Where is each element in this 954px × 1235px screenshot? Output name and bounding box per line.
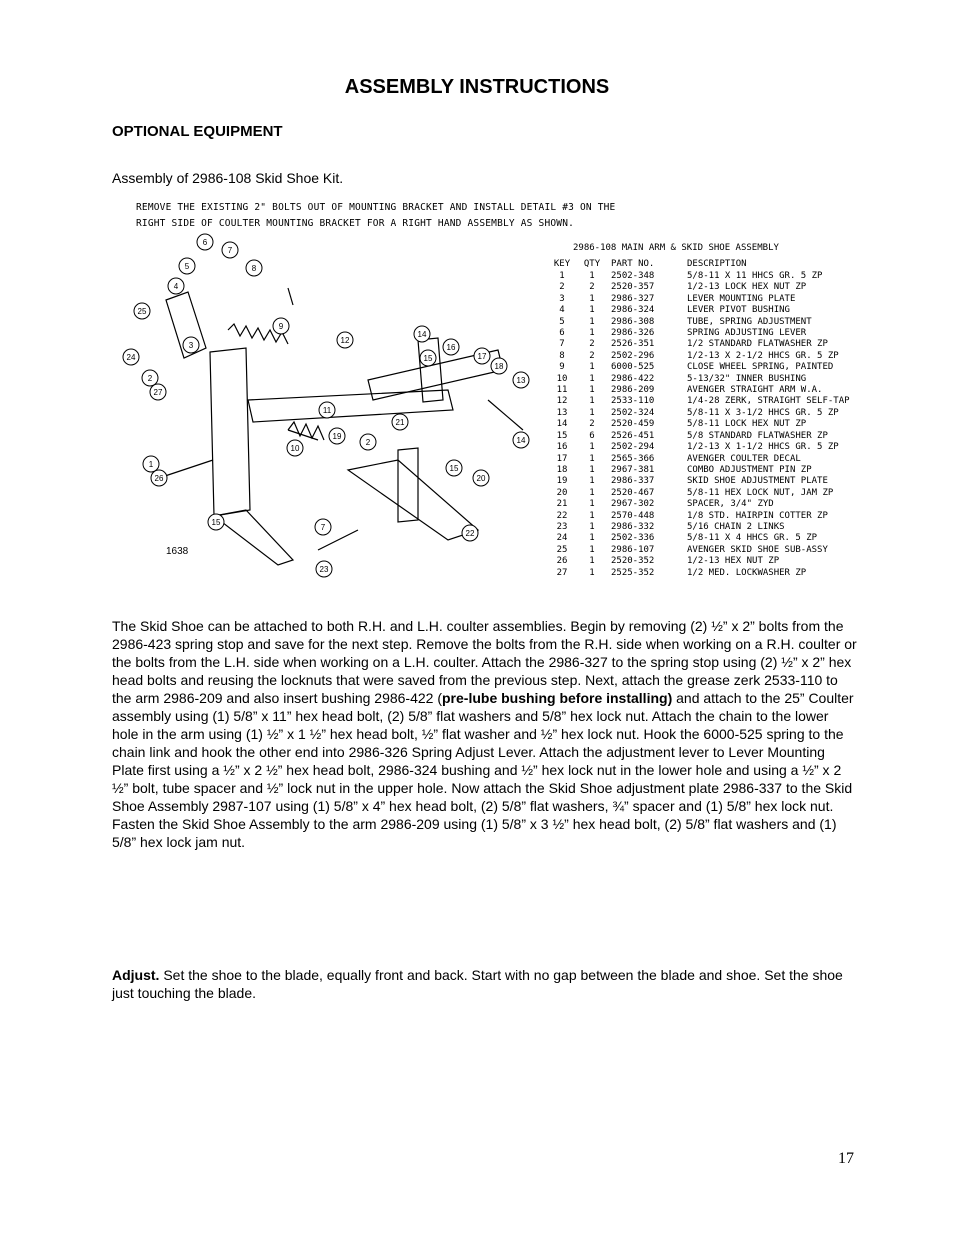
adjust-paragraph	[112, 966, 857, 1002]
part-qty: 1	[589, 487, 595, 498]
callout-label: 21	[395, 418, 405, 427]
callout-label: 27	[153, 388, 163, 397]
parts-table-row	[545, 454, 850, 465]
part-number: 2526-351	[611, 339, 655, 350]
parts-list	[545, 243, 850, 579]
body-text-part: The Skid Shoe can be attached to both R.H. and L.H. coulter assemblies. Begin by removing (2) ½” x 2” bolts from the 2986-423 spring stop and save for the next step. Remove the bolts from the R.H. side when working on a R.H. coulter or the bolts from the L.H. side when working on a L.H. coulter. Attach the 2986-327 to the spring stop using (2) ½” x 2” hex head bolts and reusing the locknuts that were saved from the previous step. Next, attach the grease zerk 2533-110 to the arm 2986-209 and also insert bushing 2986-422 (	[112, 618, 857, 706]
part-qty: 1	[589, 407, 595, 418]
part-description: LEVER MOUNTING PLATE	[687, 293, 796, 304]
parts-table-row	[545, 271, 850, 282]
callout-label: 11	[322, 406, 332, 415]
part-description: AVENGER COULTER DECAL	[687, 453, 801, 464]
callout-label: 14	[417, 330, 427, 339]
part-number: 2520-352	[611, 556, 655, 567]
part-key: 20	[556, 487, 568, 498]
callout-label: 2	[147, 374, 153, 383]
parts-table-row	[545, 533, 850, 544]
part-number: 2967-381	[611, 464, 655, 475]
part-qty: 6	[589, 430, 595, 441]
page-number: 17	[838, 1150, 854, 1167]
part-qty: 1	[589, 396, 595, 407]
part-qty: 1	[589, 362, 595, 373]
callout-group	[123, 234, 529, 577]
part-qty: 1	[589, 305, 595, 316]
callout-label: 8	[251, 264, 257, 273]
part-number: 2525-352	[611, 567, 655, 578]
callout-label: 23	[319, 565, 329, 574]
parts-table-row	[545, 339, 850, 350]
part-description: LEVER PIVOT BUSHING	[687, 305, 790, 316]
part-key: 27	[556, 567, 568, 578]
header-description: DESCRIPTION	[687, 259, 747, 270]
callout-label: 24	[126, 353, 136, 362]
callout-label: 20	[476, 474, 486, 483]
parts-table-row	[545, 351, 850, 362]
part-qty: 1	[589, 544, 595, 555]
part-key: 2	[559, 282, 565, 293]
part-qty: 1	[589, 271, 595, 281]
part-number: 2986-324	[611, 305, 655, 316]
part-qty: 1	[589, 293, 595, 304]
part-qty: 1	[589, 385, 595, 396]
parts-table-row	[545, 511, 850, 522]
parts-table-row	[545, 556, 850, 567]
drawing-note	[136, 200, 615, 232]
part-key: 15	[556, 430, 568, 441]
part-description: 5/8-11 HEX LOCK NUT, JAM ZP	[687, 487, 834, 498]
parts-table-row	[545, 408, 850, 419]
body-text-bold: pre-lube bushing before installing)	[442, 690, 673, 706]
parts-table-row	[545, 282, 850, 293]
part-description: 1/8 STD. HAIRPIN COTTER ZP	[687, 510, 828, 521]
part-qty: 1	[589, 476, 595, 487]
part-description: AVENGER SKID SHOE SUB-ASSY	[687, 544, 828, 555]
part-key: 4	[559, 305, 565, 316]
callout-label: 4	[173, 282, 179, 291]
part-key: 13	[556, 407, 568, 418]
exploded-assembly-drawing	[118, 230, 538, 585]
part-number: 2986-308	[611, 316, 655, 327]
parts-table-row	[545, 385, 850, 396]
part-key: 6	[559, 328, 565, 339]
part-qty: 1	[589, 499, 595, 510]
bolt-shape	[488, 400, 523, 430]
part-number: 2986-332	[611, 521, 655, 532]
callout-label: 3	[188, 341, 194, 350]
part-key: 16	[556, 442, 568, 453]
part-key: 21	[556, 499, 568, 510]
part-qty: 2	[589, 350, 595, 361]
part-number: 6000-525	[611, 362, 655, 373]
parts-list-title: 2986-108 MAIN ARM & SKID SHOE ASSEMBLY	[573, 243, 779, 253]
part-number: 2967-302	[611, 499, 655, 510]
part-qty: 1	[589, 442, 595, 453]
parts-table-row	[545, 499, 850, 510]
part-description: 1/2-13 HEX NUT ZP	[687, 556, 780, 567]
part-key: 17	[556, 453, 568, 464]
part-description: 1/2-13 X 2-1/2 HHCS GR. 5 ZP	[687, 350, 839, 361]
part-number: 2570-448	[611, 510, 655, 521]
part-number: 2986-422	[611, 373, 655, 384]
part-qty: 1	[589, 521, 595, 532]
part-qty: 1	[589, 328, 595, 339]
callout-label: 6	[202, 238, 208, 247]
part-number: 2502-336	[611, 533, 655, 544]
part-description: SPRING ADJUSTING LEVER	[687, 328, 807, 339]
part-key: 25	[556, 544, 568, 555]
mounting-bracket-shape	[210, 348, 250, 516]
part-description: 5/8-11 LOCK HEX NUT ZP	[687, 419, 807, 430]
part-key: 26	[556, 556, 568, 567]
part-description: 1/2-13 LOCK HEX NUT ZP	[687, 282, 807, 293]
intro-text: Assembly of 2986-108 Skid Shoe Kit.	[112, 170, 344, 186]
part-key: 3	[559, 293, 565, 304]
part-qty: 1	[589, 464, 595, 475]
parts-table-row	[545, 442, 850, 453]
callout-label: 15	[449, 464, 459, 473]
callout-label: 25	[137, 307, 147, 316]
parts-table-row	[545, 374, 850, 385]
part-qty: 1	[589, 373, 595, 384]
part-number: 2986-326	[611, 328, 655, 339]
adjust-label: Adjust.	[112, 967, 160, 983]
bolt-shape	[288, 288, 293, 305]
part-description: 1/2 STANDARD FLATWASHER ZP	[687, 339, 828, 350]
part-key: 12	[556, 396, 568, 407]
coulter-arm-lower-shape	[211, 510, 293, 565]
callout-label: 1	[148, 460, 154, 469]
part-description: TUBE, SPRING ADJUSTMENT	[687, 316, 812, 327]
skid-shoe-adjustment-plate-shape	[398, 448, 418, 522]
part-key: 7	[559, 339, 565, 350]
part-qty: 1	[589, 510, 595, 521]
part-description: 5-13/32" INNER BUSHING	[687, 373, 807, 384]
parts-table-row	[545, 419, 850, 430]
part-number: 2986-337	[611, 476, 655, 487]
part-description: 1/2 MED. LOCKWASHER ZP	[687, 567, 807, 578]
part-key: 11	[556, 385, 568, 396]
header-qty: QTY	[583, 259, 601, 270]
part-qty: 2	[589, 339, 595, 350]
callout-label: 15	[211, 518, 221, 527]
part-qty: 2	[589, 419, 595, 430]
header-key: KEY	[553, 259, 571, 270]
part-key: 22	[556, 510, 568, 521]
part-key: 8	[559, 350, 565, 361]
part-number: 2986-209	[611, 385, 655, 396]
callout-label: 14	[516, 436, 526, 445]
parts-table-row	[545, 465, 850, 476]
parts-table-row	[545, 522, 850, 533]
callout-label: 26	[154, 474, 164, 483]
part-key: 14	[556, 419, 568, 430]
drawing-note-line: RIGHT SIDE OF COULTER MOUNTING BRACKET FOR A RIGHT HAND ASSEMBLY AS SHOWN.	[136, 218, 575, 229]
part-number: 2520-467	[611, 487, 655, 498]
part-qty: 1	[589, 567, 595, 578]
callout-label: 10	[290, 444, 300, 453]
parts-table-row	[545, 568, 850, 579]
part-number: 2986-107	[611, 544, 655, 555]
part-description: 5/8-11 X 4 HHCS GR. 5 ZP	[687, 533, 818, 544]
drawing-note-line: REMOVE THE EXISTING 2" BOLTS OUT OF MOUNTING BRACKET AND INSTALL DETAIL #3 ON THE	[136, 202, 616, 213]
parts-table-row	[545, 317, 850, 328]
part-key: 24	[556, 533, 568, 544]
arm-block-shape	[418, 338, 443, 402]
parts-table	[545, 259, 850, 579]
callout-label: 18	[494, 362, 504, 371]
part-description: 1/4-28 ZERK, STRAIGHT SELF-TAP	[687, 396, 850, 407]
callout-label: 19	[332, 432, 342, 441]
callout-label: 22	[465, 529, 475, 538]
parts-table-row	[545, 488, 850, 499]
callout-label: 13	[516, 376, 526, 385]
part-key: 23	[556, 521, 568, 532]
callout-label: 7	[320, 523, 326, 532]
part-number: 2502-348	[611, 271, 655, 281]
callout-label: 5	[184, 262, 190, 271]
part-number: 2526-451	[611, 430, 655, 441]
section-heading: OPTIONAL EQUIPMENT	[112, 123, 283, 140]
part-number: 2502-296	[611, 350, 655, 361]
callout-label: 9	[278, 322, 284, 331]
part-number: 2502-324	[611, 407, 655, 418]
parts-table-row	[545, 305, 850, 316]
part-number: 2502-294	[611, 442, 655, 453]
part-description: CLOSE WHEEL SPRING, PAINTED	[687, 362, 834, 373]
callout-label: 16	[446, 343, 456, 352]
part-key: 1	[559, 271, 565, 281]
part-description: 5/8-11 X 11 HHCS GR. 5 ZP	[687, 271, 823, 281]
part-key: 10	[556, 373, 568, 384]
callout-label: 17	[477, 352, 487, 361]
part-qty: 2	[589, 282, 595, 293]
lower-spring-shape	[288, 422, 324, 440]
part-qty: 1	[589, 316, 595, 327]
part-key: 9	[559, 362, 565, 373]
parts-table-row	[545, 431, 850, 442]
part-description: 1/2-13 X 1-1/2 HHCS GR. 5 ZP	[687, 442, 839, 453]
parts-table-header	[545, 259, 850, 271]
drawing-number: 1638	[166, 546, 189, 557]
body-paragraph	[112, 617, 857, 851]
parts-table-row	[545, 545, 850, 556]
parts-table-row	[545, 294, 850, 305]
part-qty: 1	[589, 453, 595, 464]
parts-table-row	[545, 362, 850, 373]
part-number: 2565-366	[611, 453, 655, 464]
part-key: 18	[556, 464, 568, 475]
part-qty: 1	[589, 556, 595, 567]
part-description: SKID SHOE ADJUSTMENT PLATE	[687, 476, 828, 487]
page-title: ASSEMBLY INSTRUCTIONS	[344, 76, 610, 98]
part-number: 2520-459	[611, 419, 655, 430]
part-description: COMBO ADJUSTMENT PIN ZP	[687, 464, 812, 475]
part-description: 5/16 CHAIN 2 LINKS	[687, 521, 785, 532]
part-description: 5/8-11 X 3-1/2 HHCS GR. 5 ZP	[687, 407, 839, 418]
part-number: 2520-357	[611, 282, 655, 293]
part-number: 2533-110	[611, 396, 655, 407]
body-text-part: and attach to the 25” Coulter assembly using (1) 5/8” x 11” hex head bolt, (2) 5/8” flat washers and 5/8” hex lock nut. Attach the chain to the lower hole in the arm using (1) ½” x 1 ½” hex head bolt, ½” flat washer and ½” hex lock nut. Hook the 6000-525 spring to the chain link and hook the other end into 2986-326 Spring Adjust Lever. Attach the adjustment lever to Lever Mounting Plate first using a ½” x 2 ½” hex head bolt, 2986-324 bushing and ½” hex lock nut in the lower hole and using a ½” x 2 ½” bolt, tube spacer and ½” lock nut in the upper hole. Now attach the Skid Shoe adjustment plate 2986-337 to the Skid Shoe Assembly 2987-107 using (1) 5/8” x 4” hex head bolt, (2) 5/8” flat washers, ¾” spacer and (1) 5/8” hex lock nut. Fasten the Skid Shoe Assembly to the arm 2986-209 using (1) 5/8” x 3 ½” hex head bolt, (2) 5/8” flat washers and (1) 5/8” hex lock jam nut.	[112, 690, 854, 850]
callout-label: 7	[227, 246, 233, 255]
parts-table-row	[545, 328, 850, 339]
callout-label: 12	[340, 336, 350, 345]
parts-table-row	[545, 476, 850, 487]
header-part-no: PART NO.	[611, 259, 655, 270]
adjust-text: Set the shoe to the blade, equally front and back. Start with no gap between the blade and shoe. Set the shoe just touching the blade.	[112, 967, 843, 1001]
part-key: 19	[556, 476, 568, 487]
callout-label: 15	[423, 354, 433, 363]
part-number: 2986-327	[611, 293, 655, 304]
callout-label: 2	[365, 438, 371, 447]
part-description: 5/8 STANDARD FLATWASHER ZP	[687, 430, 828, 441]
part-key: 5	[559, 316, 565, 327]
part-qty: 1	[589, 533, 595, 544]
part-description: SPACER, 3/4" ZYD	[687, 499, 774, 510]
part-description: AVENGER STRAIGHT ARM W.A.	[687, 385, 823, 396]
parts-table-row	[545, 396, 850, 407]
